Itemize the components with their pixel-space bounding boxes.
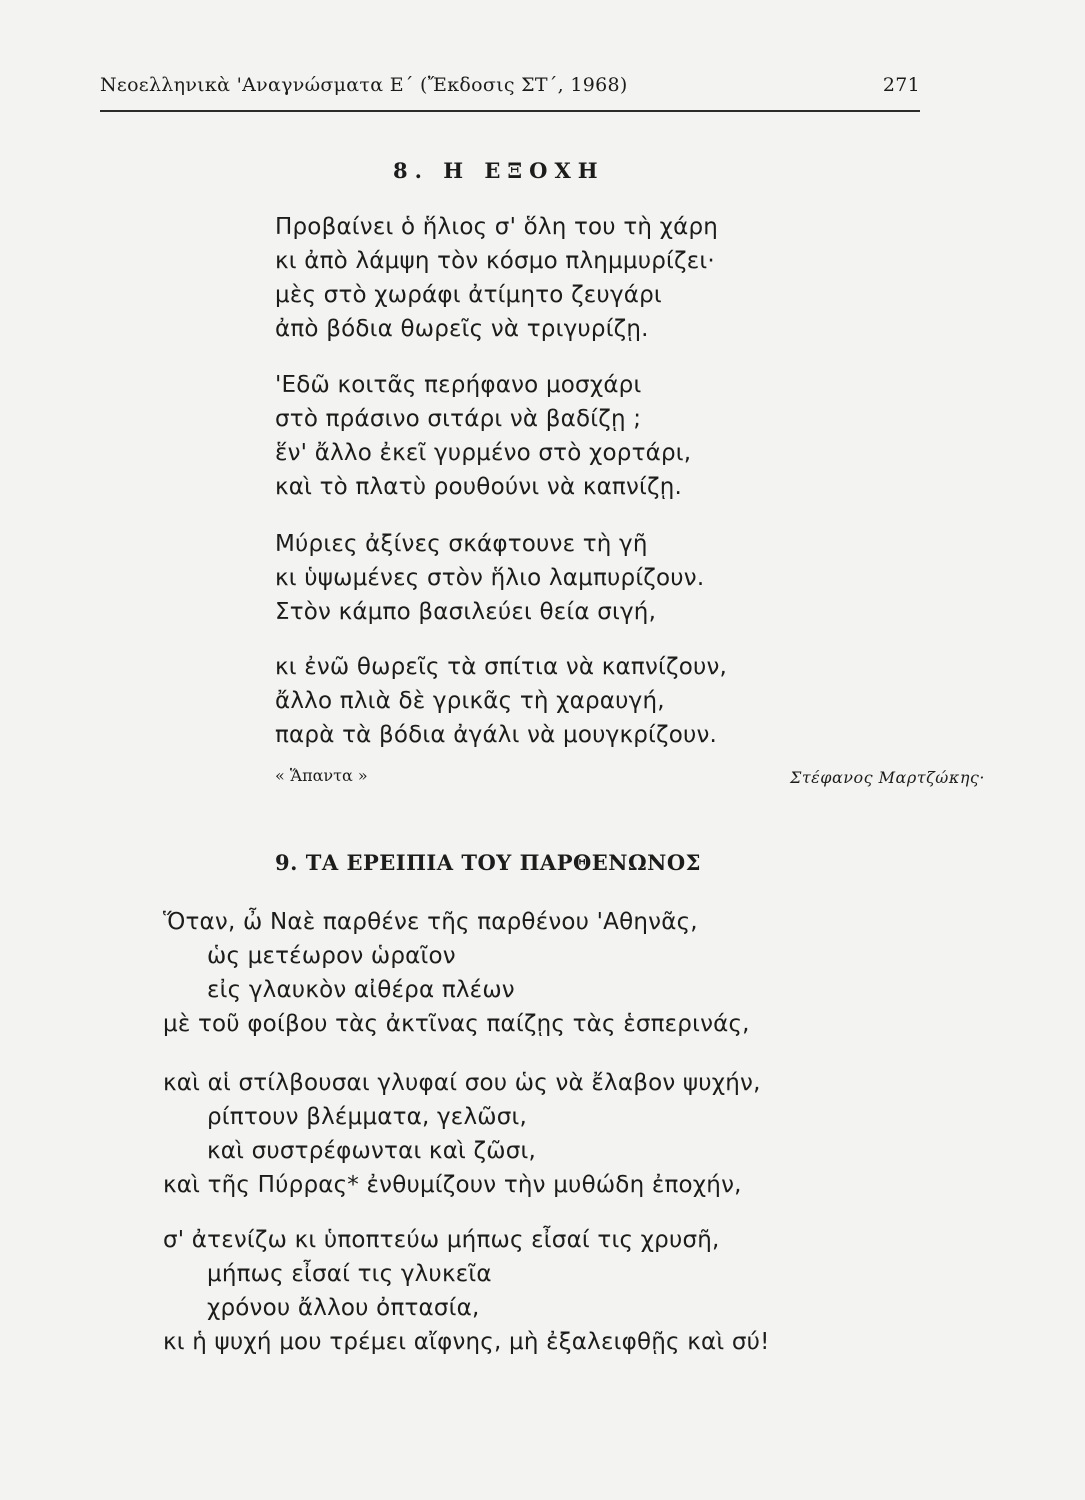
stanza: [275, 650, 727, 752]
verse-line: καὶ συστρέφωνται καὶ ζῶσι,: [207, 1138, 536, 1164]
stanza: [163, 905, 750, 1041]
verse-line: μὲς στὸ χωράφι ἀτίμητο ζευγάρι: [275, 282, 662, 308]
stanza: [163, 1066, 761, 1202]
page-number: 271: [882, 74, 920, 96]
verse-line: ἀπὸ βόδια θωρεῖς νὰ τριγυρίζῃ.: [275, 316, 649, 342]
verse-line: κι ἀπὸ λάμψη τὸν κόσμο πλημμυρίζει·: [275, 248, 715, 274]
verse-line: ἕν' ἄλλο ἐκεῖ γυρμένο στὸ χορτάρι,: [275, 440, 692, 466]
poem-title-parthenon: 9. ΤΑ ΕΡΕΙΠΙΑ ΤΟΥ ΠΑΡΘΕΝΩΝΟΣ: [275, 850, 702, 875]
stanza: [275, 368, 691, 504]
verse-line: σ' ἀτενίζω κι ὑποπτεύω μήπως εἶσαί τις χρυσῆ,: [163, 1227, 720, 1253]
verse-line: κι ἡ ψυχή μου τρέμει αἴφνης, μὴ ἐξαλειφθῇς καὶ σύ!: [163, 1329, 770, 1355]
verse-line: μὲ τοῦ φοίβου τὰς ἀκτῖνας παίζῃς τὰς ἑσπερινάς,: [163, 1011, 750, 1037]
running-title: Νεοελληνικὰ 'Αναγνώσματα Ε΄ (Ἔκδοσις ΣΤ΄, 1968): [100, 74, 628, 96]
verse-line: παρὰ τὰ βόδια ἀγάλι νὰ μουγκρίζουν.: [275, 722, 718, 748]
verse-line: καὶ αἱ στίλβουσαι γλυφαί σου ὡς νὰ ἔλαβον ψυχήν,: [163, 1070, 761, 1096]
stanza: [163, 1223, 770, 1359]
stanza: [275, 210, 718, 346]
verse-line: Στὸν κάμπο βασιλεύει θεία σιγή,: [275, 599, 657, 625]
verse-line: μήπως εἶσαί τις γλυκεῖα: [207, 1261, 492, 1287]
verse-line: ἄλλο πλιὰ δὲ γρικᾶς τὴ χαραυγή,: [275, 688, 665, 714]
verse-line: Ὅταν, ὦ Ναὲ παρθένε τῆς παρθένου 'Αθηνᾶς,: [163, 909, 698, 935]
verse-line: Μύριες ἀξίνες σκάφτουνε τὴ γῆ: [275, 531, 648, 557]
verse-line: ὡς μετέωρον ὡραῖον: [207, 943, 456, 969]
poem-title-exochi: 8. Η ΕΞΟΧΗ: [393, 158, 605, 183]
verse-line: καὶ τῆς Πύρρας* ἐνθυμίζουν τὴν μυθώδη ἐποχήν,: [163, 1172, 742, 1198]
verse-line: χρόνου ἄλλου ὀπτασία,: [207, 1295, 480, 1321]
verse-line: στὸ πράσινο σιτάρι νὰ βαδίζῃ ;: [275, 406, 642, 432]
verse-line: ρίπτουν βλέμματα, γελῶσι,: [207, 1104, 527, 1130]
verse-line: Προβαίνει ὁ ἥλιος σ' ὅλη του τὴ χάρη: [275, 214, 719, 240]
stanza: [275, 527, 704, 629]
verse-line: 'Εδῶ κοιτᾶς περήφανο μοσχάρι: [275, 372, 642, 398]
author-name: Στέφανος Μαρτζώκης·: [790, 768, 985, 787]
source-citation: « Ἅπαντα »: [275, 766, 368, 785]
verse-line: κι ὑψωμένες στὸν ἥλιο λαμπυρίζουν.: [275, 565, 705, 591]
verse-line: εἰς γλαυκὸν αἰθέρα πλέων: [207, 977, 515, 1003]
running-header: [100, 74, 920, 102]
verse-line: κι ἐνῶ θωρεῖς τὰ σπίτια νὰ καπνίζουν,: [275, 654, 728, 680]
header-rule: [100, 110, 920, 112]
verse-line: καὶ τὸ πλατὺ ρουθούνι νὰ καπνίζῃ.: [275, 474, 683, 500]
